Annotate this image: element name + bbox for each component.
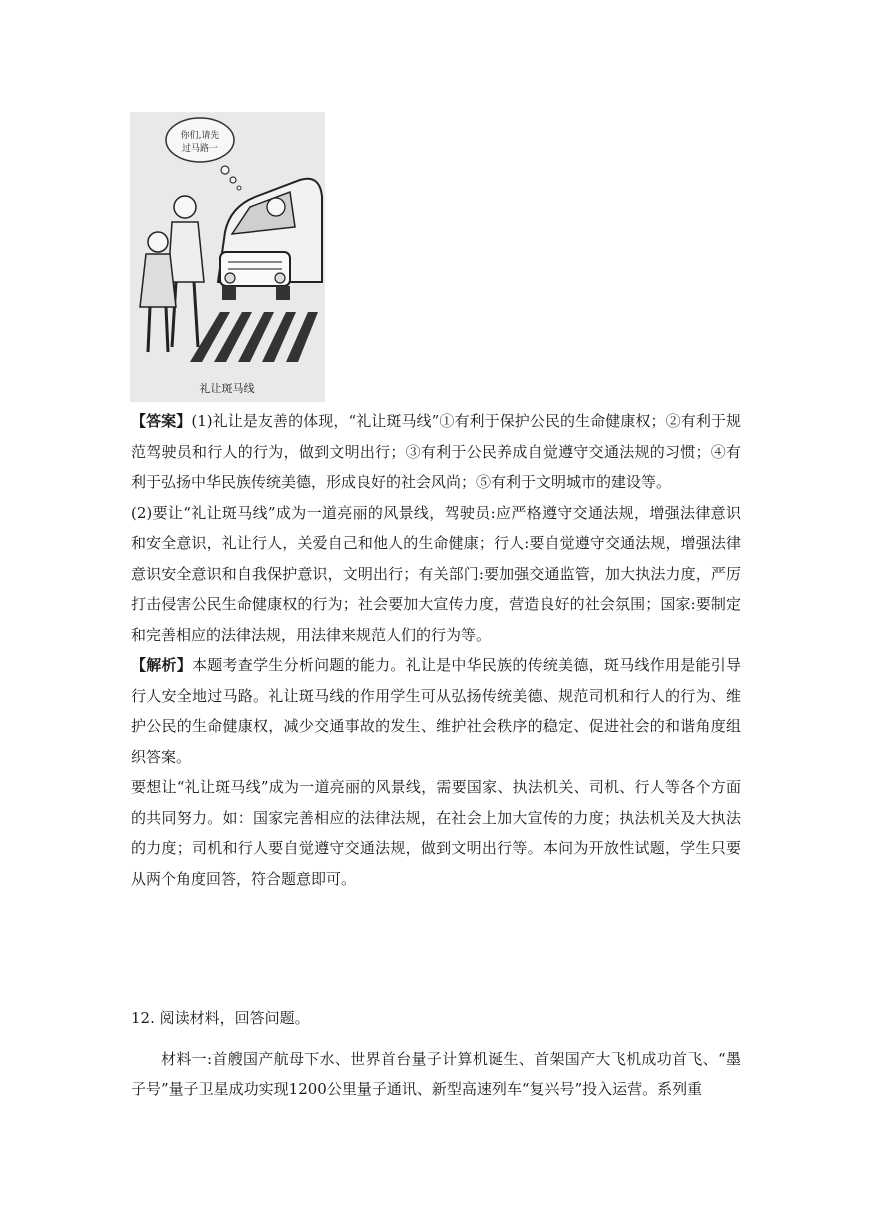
answer-text-2: (2)要让“礼让斑马线”成为一道亮丽的风景线，驾驶员:应严格遵守交通法规，增强法律意识和安全意识，礼让行人，关爱自己和他人的生命健康；行人:要自觉遵守交通法规，增强法律意识安全意识和自我保护意识，文明出行；有关部门:要加强交通监管，加大执法力度，严厉打击侵害公民生命健康权的行为；社会要加大宣传力度，营造良好的社会氛围；国家:要制定和完善相应的法律法规，用法律来规范人们的行为等。 — [131, 503, 741, 644]
answer-label: 【答案】 — [131, 412, 192, 430]
answer-paragraph-2 — [131, 498, 741, 651]
answer-text-1: (1)礼让是友善的体现，“礼让斑马线”①有利于保护公民的生命健康权；②有利于规范驾驶员和行人的行为，做到文明出行；③有利于公民养成自觉遵守交通法规的习惯；④有利于弘扬中华民族传统美德，形成良好的社会风尚；⑤有利于文明城市的建设等。 — [131, 412, 741, 491]
question-12-title: 12. 阅读材料，回答问题。 — [131, 1009, 310, 1027]
analysis-text-1: 本题考查学生分析问题的能力。礼让是中华民族的传统美德，斑马线作用是能引导行人安全地过马路。礼让斑马线的作用学生可从弘扬传统美德、规范司机和行人的行为、维护公民的生命健康权，减少交通事故的发生、维护社会秩序的稳定、促进社会的和谐角度组织答案。 — [131, 656, 741, 766]
analysis-paragraph-1 — [131, 650, 741, 772]
material-1-paragraph: 材料一:首艘国产航母下水、世界首台量子计算机诞生、首架国产大飞机成功首飞、“墨子号”量子卫星成功实现1200公里量子通讯、新型高速列车“复兴号”投入运营。系列重 — [131, 1049, 741, 1098]
analysis-text-2: 要想让“礼让斑马线”成为一道亮丽的风景线，需要国家、执法机关、司机、行人等各个方面的共同努力。如：国家完善相应的法律法规，在社会上加大宣传的力度；执法机关及大执法的力度；司机和行人要自觉遵守交通法规，做到文明出行等。本问为开放性试题，学生只要从两个角度回答，符合题意即可。 — [131, 778, 741, 888]
zebra-crossing-cartoon — [130, 112, 325, 402]
answer-section — [131, 406, 741, 894]
answer-paragraph-1 — [131, 406, 741, 498]
analysis-paragraph-2 — [131, 772, 741, 894]
illustration-caption: 礼让斑马线 — [199, 382, 255, 395]
bubble-text-2: 过马路一 — [181, 144, 219, 154]
analysis-label: 【解析】 — [131, 656, 193, 674]
bubble-text-1: 你们,请先 — [180, 131, 220, 141]
cartoon-illustration — [130, 112, 325, 402]
question-12-section — [131, 1003, 741, 1105]
